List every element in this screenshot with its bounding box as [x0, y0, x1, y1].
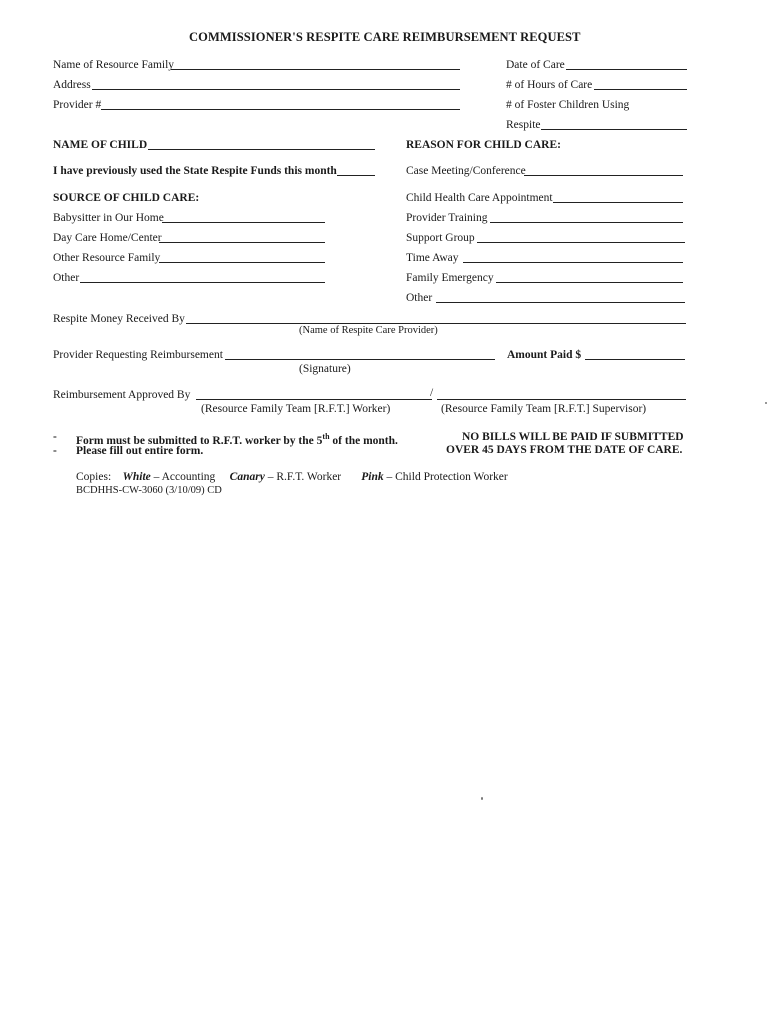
reason-support-group-line[interactable]: [477, 242, 685, 243]
reason-family-emergency-line[interactable]: [496, 282, 683, 283]
scan-speck: [481, 797, 483, 800]
respite-line[interactable]: [541, 129, 687, 130]
previously-used-line[interactable]: [337, 175, 375, 176]
note-bullet-1: -: [53, 431, 57, 443]
resource-family-line[interactable]: [171, 69, 460, 70]
copy-pink-dest: – Child Protection Worker: [383, 471, 508, 483]
scan-speck: [765, 402, 767, 404]
provider-requesting-label: Provider Requesting Reimbursement: [53, 349, 223, 361]
source-item-other-family: Other Resource Family: [53, 252, 161, 264]
reason-other-line[interactable]: [436, 302, 685, 303]
provider-number-label: Provider #: [53, 99, 102, 111]
form-code: BCDHHS-CW-3060 (3/10/09) CD: [76, 485, 222, 496]
date-of-care-line[interactable]: [566, 69, 687, 70]
provider-name-caption: (Name of Respite Care Provider): [299, 325, 438, 336]
form-title: COMMISSIONER'S RESPITE CARE REIMBURSEMENT REQUEST: [189, 30, 581, 44]
reason-health-care-line[interactable]: [553, 202, 683, 203]
amount-paid-label: Amount Paid $: [507, 349, 582, 361]
reason-item-support-group: Support Group: [406, 232, 475, 244]
source-babysitter-line[interactable]: [162, 222, 325, 223]
copies-label: Copies:: [76, 471, 112, 483]
name-of-child-line[interactable]: [148, 149, 375, 150]
reason-time-away-line[interactable]: [463, 262, 683, 263]
date-of-care-label: Date of Care: [506, 59, 565, 71]
note-submit-sup: th: [322, 432, 330, 441]
reason-training-line[interactable]: [490, 222, 683, 223]
amount-paid-line[interactable]: [585, 359, 685, 360]
source-item-babysitter: Babysitter in Our Home: [53, 212, 164, 224]
respite-label: Respite: [506, 119, 541, 131]
previously-used-label: I have previously used the State Respite Funds this month: [53, 165, 337, 177]
source-day-care-line[interactable]: [159, 242, 325, 243]
foster-children-label: # of Foster Children Using: [506, 99, 630, 111]
reason-item-case-meeting: Case Meeting/Conference: [406, 165, 526, 177]
signature-line[interactable]: [225, 359, 495, 360]
hours-of-care-label: # of Hours of Care: [506, 79, 593, 91]
source-other-line[interactable]: [80, 282, 325, 283]
reason-item-time-away: Time Away: [406, 252, 459, 264]
copy-canary-dest: – R.F.T. Worker: [264, 471, 342, 483]
source-item-other: Other: [53, 272, 80, 284]
signature-separator: /: [430, 387, 434, 399]
warning-line-2: OVER 45 DAYS FROM THE DATE OF CARE.: [446, 444, 683, 456]
copy-white: White: [122, 471, 151, 483]
source-item-day-care: Day Care Home/Center: [53, 232, 162, 244]
copy-pink: Pink: [361, 471, 384, 483]
reason-item-other: Other: [406, 292, 433, 304]
source-other-family-line[interactable]: [159, 262, 325, 263]
worker-signature-line[interactable]: [196, 399, 432, 400]
note-bullet-2: -: [53, 445, 57, 457]
name-of-child-label: NAME OF CHILD: [53, 139, 148, 151]
approved-by-label: Reimbursement Approved By: [53, 389, 191, 401]
note-submit-end: of the month.: [329, 434, 398, 447]
note-submit-text: Form must be submitted to R.F.T. worker by the 5: [76, 434, 323, 447]
reason-item-training: Provider Training: [406, 212, 488, 224]
reason-heading: REASON FOR CHILD CARE:: [406, 139, 561, 151]
signature-caption: (Signature): [299, 363, 351, 375]
note-fill-out: Please fill out entire form.: [76, 445, 204, 457]
supervisor-caption: (Resource Family Team [R.F.T.] Supervisor): [441, 403, 647, 415]
provider-number-line[interactable]: [101, 109, 460, 110]
copy-canary: Canary: [229, 471, 265, 483]
reason-case-meeting-line[interactable]: [524, 175, 683, 176]
copies-line: [76, 470, 508, 484]
hours-of-care-line[interactable]: [594, 89, 687, 90]
worker-caption: (Resource Family Team [R.F.T.] Worker): [201, 403, 391, 415]
resource-family-label: Name of Resource Family: [53, 59, 175, 71]
copy-white-dest: – Accounting: [150, 471, 216, 483]
reason-item-family-emergency: Family Emergency: [406, 272, 494, 284]
warning-line-1: NO BILLS WILL BE PAID IF SUBMITTED: [462, 431, 684, 443]
address-label: Address: [53, 79, 91, 91]
supervisor-signature-line[interactable]: [437, 399, 686, 400]
money-received-label: Respite Money Received By: [53, 313, 185, 325]
reason-item-health-care: Child Health Care Appointment: [406, 192, 553, 204]
address-line[interactable]: [92, 89, 460, 90]
source-heading: SOURCE OF CHILD CARE:: [53, 192, 200, 204]
